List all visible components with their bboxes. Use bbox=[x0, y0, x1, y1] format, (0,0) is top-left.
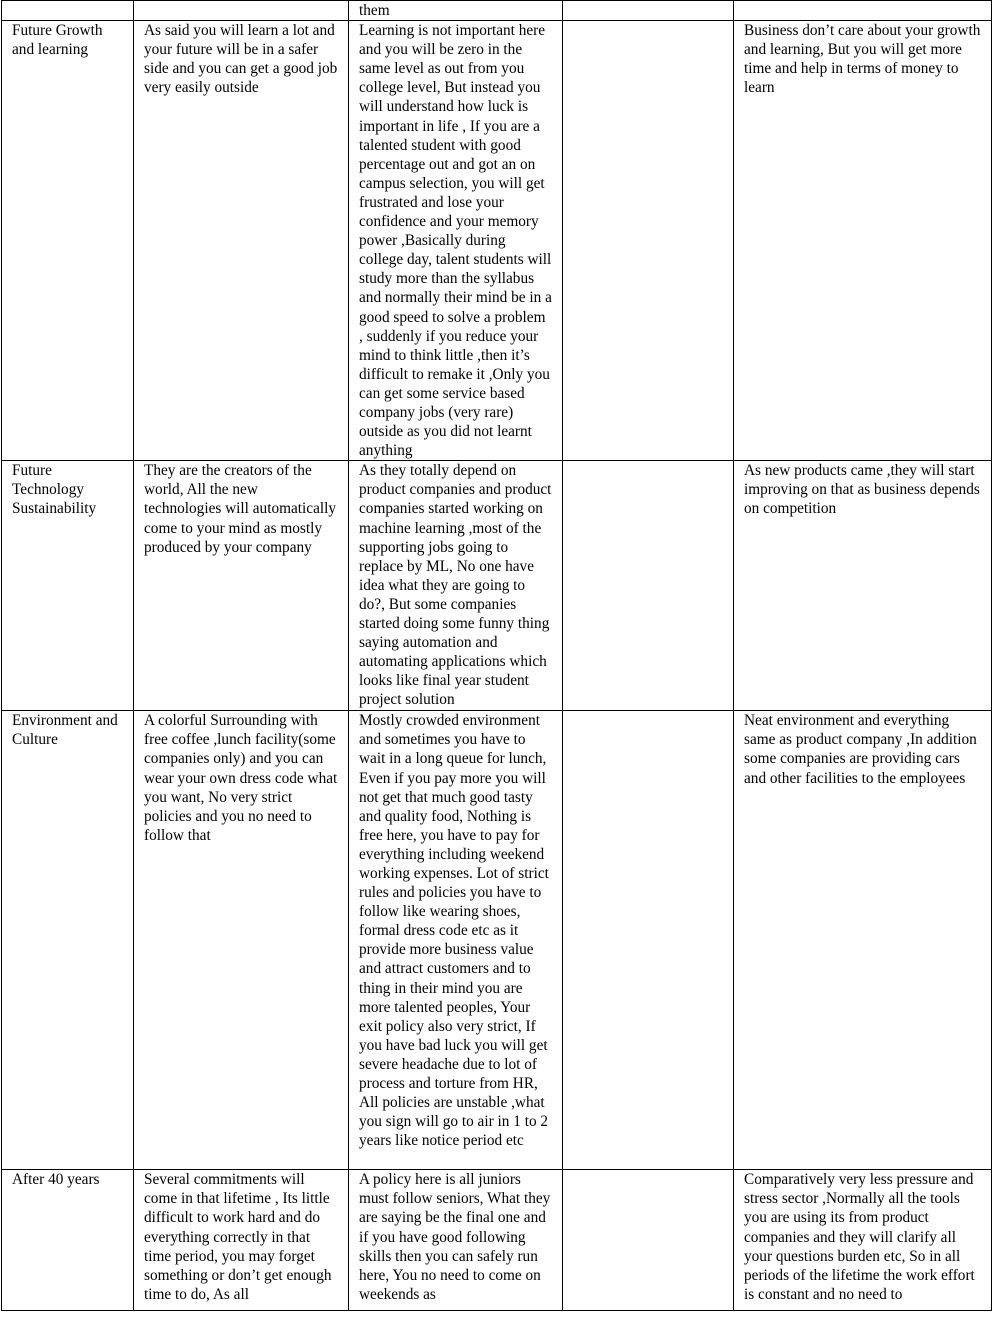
row-label: After 40 years bbox=[2, 1170, 134, 1311]
table-cell-col5 bbox=[734, 1, 992, 21]
table-row bbox=[2, 461, 992, 711]
row-label: Future Growth and learning bbox=[2, 21, 134, 461]
table-cell-col5: Comparatively very less pressure and stress sector ,Normally all the tools you are using its from product companies and they will clarify all your questions burden etc, So in all periods of the lifetime the work effort is constant and no need to bbox=[734, 1170, 992, 1311]
table-cell-col3: Mostly crowded environment and sometimes you have to wait in a long queue for lunch, Even if you pay more you will not get that much good tasty and quality food, Nothing is free here, you have to pay for everything including weekend working expenses. Lot of strict rules and policies you have to follow like wearing shoes, formal dress code etc as it provide more business value and attract customers and to thing in their mind you are more talented peoples, Your exit policy also very strict, If you have bad luck you will get severe headache due to lot of process and torture from HR, All policies are unstable ,what you sign will go to air in 1 to 2 years like notice period etc bbox=[349, 711, 563, 1170]
table-cell-col3: As they totally depend on product companies and product companies started working on machine learning ,most of the supporting jobs going to replace by ML, No one have idea what they are going to do?, But some companies started doing some funny thing saying automation and automating applications which looks like final year student project solution bbox=[349, 461, 563, 711]
table-row bbox=[2, 21, 992, 461]
table-cell-col2: A colorful Surrounding with free coffee ,lunch facility(some companies only) and you can wear your own dress code what you want, No very strict policies and you no need to follow that bbox=[134, 711, 349, 1170]
table-cell-col5: Business don’t care about your growth and learning, But you will get more time and help in terms of money to learn bbox=[734, 21, 992, 461]
table-cell-col4 bbox=[563, 21, 734, 461]
table-cell-col2: Several commitments will come in that lifetime , Its little difficult to work hard and do everything correctly in that time period, you may forget something or don’t get enough time to do, As all bbox=[134, 1170, 349, 1311]
table-cell-col3: them bbox=[349, 1, 563, 21]
table-cell-col4 bbox=[563, 1170, 734, 1311]
table-cell-col4 bbox=[563, 461, 734, 711]
table-cell-label bbox=[2, 1, 134, 21]
table-cell-col2: They are the creators of the world, All the new technologies will automatically come to your mind as mostly produced by your company bbox=[134, 461, 349, 711]
table-cell-col3: A policy here is all juniors must follow seniors, What they are saying be the final one and if you have good following skills then you can safely run here, You no need to come on weekends as bbox=[349, 1170, 563, 1311]
table-cell-col2: As said you will learn a lot and your future will be in a safer side and you can get a good job very easily outside bbox=[134, 21, 349, 461]
table-cell-col4 bbox=[563, 1, 734, 21]
table-cell-col2 bbox=[134, 1, 349, 21]
comparison-table bbox=[1, 0, 992, 1311]
table-cell-col4 bbox=[563, 711, 734, 1170]
table-row bbox=[2, 711, 992, 1170]
table-row bbox=[2, 1170, 992, 1311]
row-label: Environment and Culture bbox=[2, 711, 134, 1170]
table-cell-col5: As new products came ,they will start improving on that as business depends on competition bbox=[734, 461, 992, 711]
table-cell-col3: Learning is not important here and you will be zero in the same level as out from you college level, But instead you will understand how luck is important in life , If you are a talented student with good percentage out and got an on campus selection, you will get frustrated and lose your confidence and your memory power ,Basically during college day, talent students will study more than the syllabus and normally their mind be in a good speed to solve a problem , suddenly if you reduce your mind to think little ,then it’s difficult to remake it ,Only you can get some service based company jobs (very rare) outside as you did not learnt anything bbox=[349, 21, 563, 461]
table-row-continued bbox=[2, 1, 992, 21]
row-label: Future Technology Sustainability bbox=[2, 461, 134, 711]
table-cell-col5: Neat environment and everything same as product company ,In addition some companies are providing cars and other facilities to the employees bbox=[734, 711, 992, 1170]
